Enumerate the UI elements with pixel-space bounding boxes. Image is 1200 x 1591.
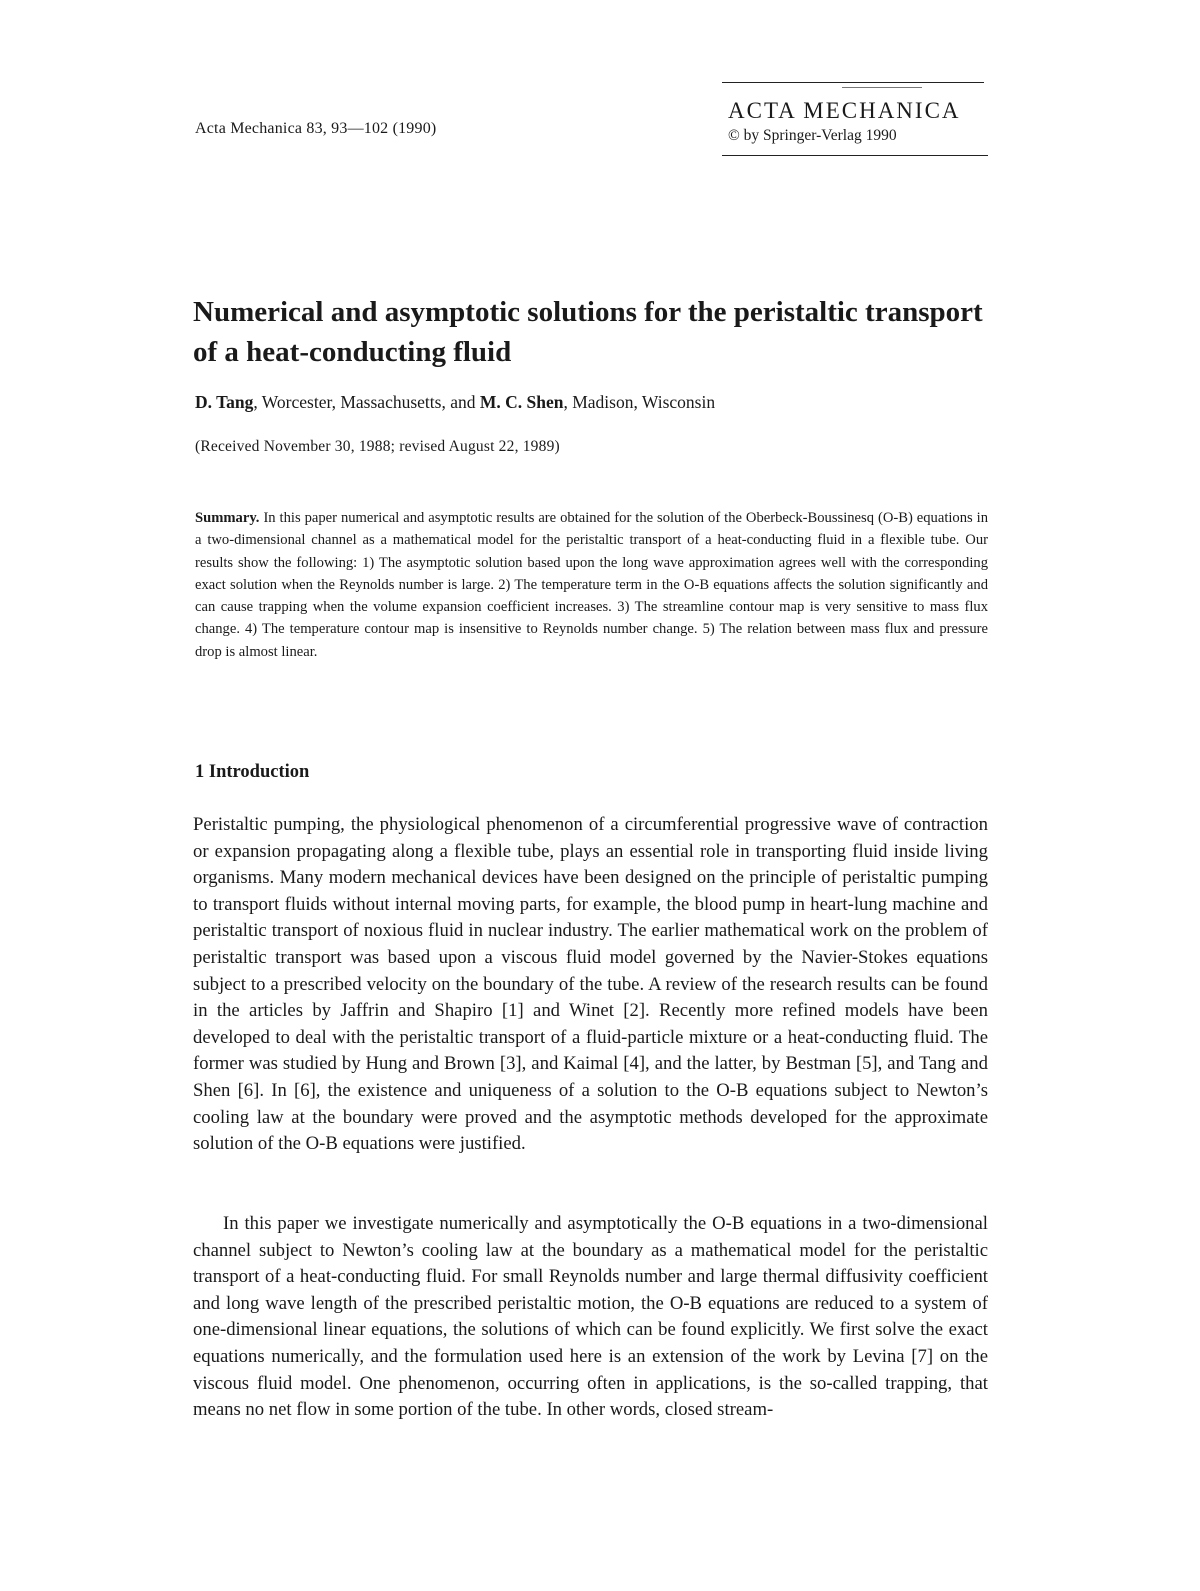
paper-title: Numerical and asymptotic solutions for the peristaltic transport of a heat-conducting fluid (193, 296, 983, 368)
author-line (195, 392, 715, 413)
copyright-notice: © by Springer-Verlag 1990 (728, 127, 897, 144)
journal-name: ACTA MECHANICA (728, 98, 961, 123)
author-name: M. C. Shen (479, 392, 564, 412)
journal-citation: Acta Mechanica 83, 93—102 (1990) (195, 120, 437, 137)
author-affiliation: , Worcester, Massachusetts, and (253, 392, 480, 412)
masthead-bottom-rule (722, 155, 988, 156)
author-name: D. Tang (195, 392, 254, 412)
masthead-top-rule-short (842, 87, 922, 88)
received-dates: (Received November 30, 1988; revised August 22, 1989) (195, 438, 560, 455)
abstract-label: Summary. (195, 510, 260, 526)
section-heading: 1 Introduction (195, 762, 310, 782)
journal-masthead (722, 82, 988, 156)
abstract (195, 507, 988, 663)
author-affiliation: , Madison, Wisconsin (563, 392, 716, 412)
body-paragraph: In this paper we investigate numerically and asymptotically the O-B equations in a two-dimensional channel subject to Newton’s cooling law at the boundary as a mathematical model for the peristaltic transport of a heat-conducting fluid. For small Reynolds number and large thermal diffusivity coefficient and long wave length of the prescribed peristaltic motion, the O-B equations are reduced to a system of one-dimensional linear equations, the solutions of which can be found explicitly. We first solve the exact equations numerically, and the formulation used here is an extension of the work by Levina [7] on the viscous fluid model. One phenomenon, occurring often in applications, is the so-called trapping, that means no net flow in some portion of the tube. In other words, closed stream- (193, 1213, 988, 1421)
masthead-top-rule (722, 82, 984, 83)
abstract-text: In this paper numerical and asymptotic results are obtained for the solution of the Oberbeck-Boussinesq (O-B) equations in a two-dimensional channel as a mathematical model for the peristaltic transport of a heat-conducting fluid in a flexible tube. Our results show the following: 1) The asymptotic solution based upon the long wave approximation agrees well with the corresponding exact solution when the Reynolds number is large. 2) The temperature term in the O-B equations affects the solution significantly and can cause trapping when the volume expansion coefficient increases. 3) The streamline contour map is very sensitive to mass flux change. 4) The temperature contour map is insensitive to Reynolds number change. 5) The relation between mass flux and pressure drop is almost linear. (195, 510, 989, 660)
body-paragraph: Peristaltic pumping, the physiological phenomenon of a circumferential progressive wave of contraction or expansion propagating along a flexible tube, plays an essential role in transporting fluid inside living organisms. Many modern mechanical devices have been designed on the principle of peristaltic pumping to transport fluids without internal moving parts, for example, the blood pump in heart-lung machine and peristaltic transport of noxious fluid in nuclear industry. The earlier mathematical work on the problem of peristaltic transport was based upon a viscous fluid model governed by the Navier-Stokes equations subject to a prescribed velocity on the boundary of the tube. A review of the research results can be found in the articles by Jaffrin and Shapiro [1] and Winet [2]. Recently more refined models have been developed to deal with the peristaltic transport of a fluid-particle mixture or a heat-conducting fluid. The former was studied by Hung and Brown [3], and Kaimal [4], and the latter, by Bestman [5], and Tang and Shen [6]. In [6], the existence and uniqueness of a solution to the O-B equations subject to Newton’s cooling law at the boundary were proved and the asymptotic methods developed for the approximate solution of the O-B equations were justified. (193, 814, 988, 1155)
